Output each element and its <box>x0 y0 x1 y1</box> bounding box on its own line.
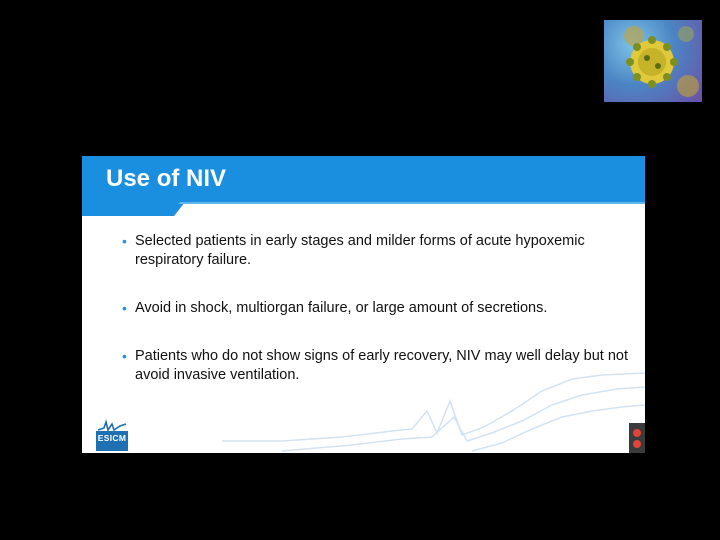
bullet-text: Patients who do not show signs of early recovery, NIV may well delay but not avoid invasive ventilation. <box>135 348 628 383</box>
nav-prev-icon[interactable] <box>633 429 641 437</box>
decorative-waveform <box>222 371 645 453</box>
bullet-marker: • <box>122 233 127 249</box>
bullet-text: Selected patients in early stages and milder forms of acute hypoxemic respiratory failure. <box>135 233 585 268</box>
slide-title: Use of NIV <box>106 165 227 192</box>
nav-next-icon[interactable] <box>633 440 641 448</box>
logo-text: ESICM <box>97 433 127 443</box>
bullet-marker: • <box>122 348 127 364</box>
esicm-logo <box>96 418 128 451</box>
bullet-item <box>122 232 632 270</box>
slide <box>82 156 645 453</box>
bullet-text: Avoid in shock, multiorgan failure, or large amount of secretions. <box>135 300 548 316</box>
slide-nav-widget[interactable] <box>629 423 645 453</box>
bullet-item <box>122 299 632 318</box>
bullet-marker: • <box>122 300 127 316</box>
coronavirus-image <box>604 20 702 102</box>
